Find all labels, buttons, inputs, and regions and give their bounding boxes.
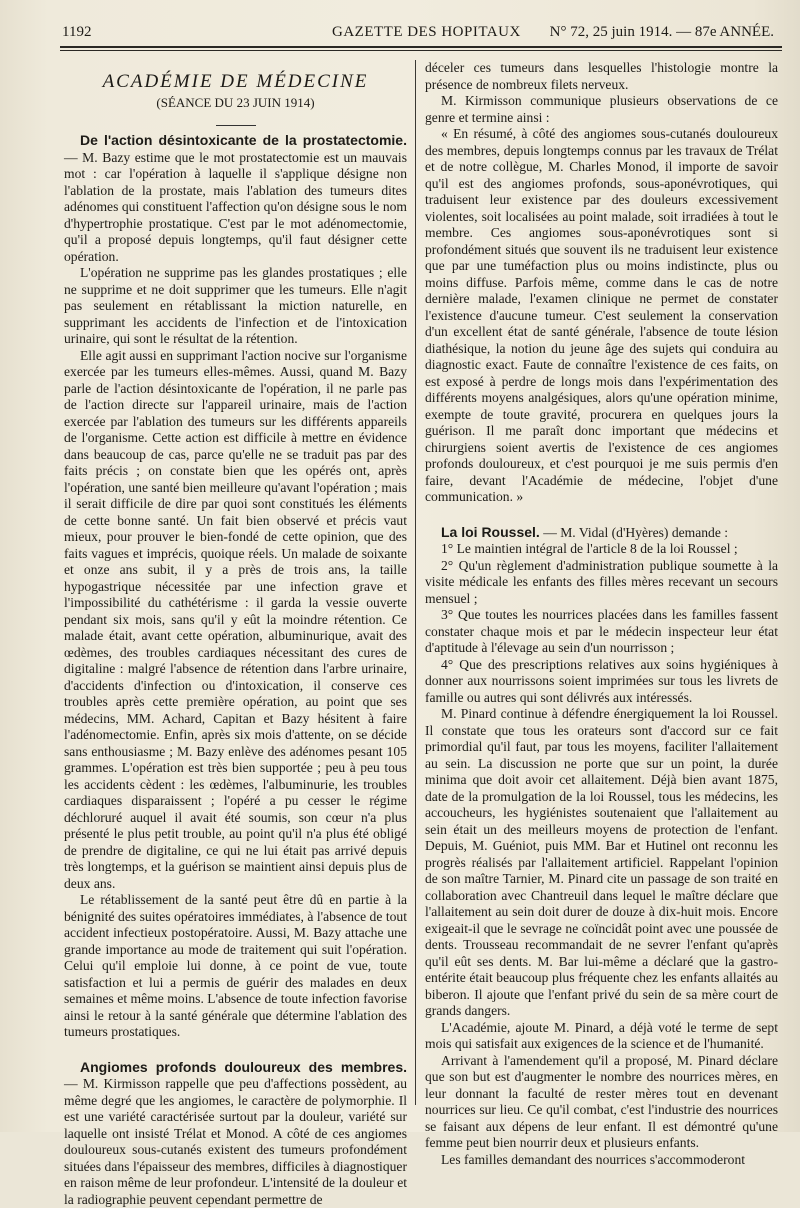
issue-info: N° 72, 25 juin 1914. — 87e ANNÉE. [550,24,774,41]
article-prostatectomie-p2: L'opération ne supprime pas les glandes prostatiques ; elle ne supprime et ne doit supprimer que les tumeurs. Elle n'agit pas seulement en rétablissant la miction naturelle, en supprimant les accidents de l'infection et de l'intoxication urinaire, qui sont le résultat de la rétention. [64,265,407,348]
article-angiomes-p1: Angiomes profonds douloureux des membres. — M. Kirmisson rappelle que peu d'affections possèdent, au même degré que les angiomes, le caractère de polymorphie. Il est une variété caractérisée surtout par la douleur, variété sur laquelle ont insisté Trélat et Monod. A côté de ces angiomes douloureux sous-cutanés existent des tumeurs profondément situées dans l'épaisseur des membres, difficiles à diagnostiquer en raison même de leur profondeur. L'intensité de la douleur et la radiographie peuvent cependant permettre de [64,1059,407,1208]
section-title: ACADÉMIE DE MÉDECINE [64,74,407,91]
header-rule [60,46,782,48]
list-item: 4° Que des prescriptions relatives aux soins hygiéniques à donner aux nourrissons soient imprimées sur tous les livrets de famille ou autres qui sont délivrés aux intéressés. [425,657,778,707]
article-roussel-p3: Arrivant à l'amendement qu'il a proposé, M. Pinard déclare que son but est d'augmenter le nombre des nourrices mères, en leur donnant la faculté de rester mères tout en devenant nourrices sur lieu. Ce qu'il combat, c'est l'industrie des nourrices se faisant aux dépens de leur enfant. Il est démontré qu'une femme peut bien nourrir deux et plusieurs enfants. [425,1053,778,1152]
article-angiomes-p3: M. Kirmisson communique plusieurs observations de ce genre et termine ainsi : [425,93,778,126]
running-header [62,20,780,42]
page-number: 1192 [62,24,91,41]
section-subtitle: (SÉANCE DU 23 JUIN 1914) [64,95,407,112]
list-item: 3° Que toutes les nourrices placées dans les familles fassent constater chaque mois et par le médecin inspecteur leur état d'aptitude à l'élevage au sein d'un nourrisson ; [425,607,778,657]
article-angiomes-quote: « En résumé, à côté des angiomes sous-cutanés douloureux des membres, depuis longtemps connus par les travaux de Trélat et de notre collègue, M. Charles Monod, il importe de savoir qu'il est des angiomes profonds, sous-aponévrotiques, qui traduisent leur existence par des douleurs excessivement violentes, soit localisées au point malade, soit irradiées à tout le membre. Ces angiomes sous-aponévrotiques sont si profondément situés que souvent ils ne traduisent leur existence que par une tuméfaction plus ou moins indistincte, plus ou moins diffuse. Parfois même, comme dans le cas de notre dernière malade, l'examen clinique ne permet de constater l'existence d'aucune tumeur. C'est seulement la conservation d'un excellent état de santé générale, l'absence de toute lésion diathésique, la notion du jeune âge des sujets qui conduira au diagnostic exact. Faute de connaître l'existence de ces faits, on est exposé à perdre de longs mois dans l'expérimentation des différents moyens analgésiques, alors qu'une opération minime, exempte de toute gravité, procurera en quelques jours la guérison. Il me paraît donc important que médecins et chirurgiens soient avertis de l'existence de ces angiomes profonds douloureux, et c'est pourquoi je me suis permis d'en faire, devant l'Académie de médecine, l'objet d'une communication. » [425,126,778,506]
list-item: 2° Qu'un règlement d'administration publique soumette à la visite médicale les enfants des filles mères recevant un secours mensuel ; [425,558,778,608]
article-roussel-intro: La loi Roussel. — M. Vidal (d'Hyères) demande : [425,524,778,542]
header-rule-thin [60,50,782,51]
article-roussel-p4: Les familles demandant des nourrices s'accommoderont [425,1152,778,1169]
article-prostatectomie-p4: Le rétablissement de la santé peut être dû en partie à la bénignité des suites opératoires immédiates, à l'absence de tout accident infectieux postopératoire. Aussi, M. Bazy attache une grande importance au mode de traitement qui suit l'opération. Celui qu'il emploie lui donne, à ce point de vue, toute satisfaction et lui a permis de guérir des malades en deux semaines et même moins. L'absence de toute infection favorise ainsi le retour à la santé générale que détermine l'ablation des tumeurs prostatiques. [64,892,407,1041]
left-column [64,60,407,1208]
article-heading: De l'action désintoxicante de la prostatectomie. [80,132,407,148]
right-column [425,60,778,1168]
article-roussel-p1: M. Pinard continue à défendre énergiquement la loi Roussel. Il constate que tous les orateurs sont d'accord sur ce fait primordial qu'il faut, par tous les moyens, faciliter l'allaitement au sein. La discussion ne porte que sur un point, la durée minima que doit avoir cet allaitement. Déjà bien avant 1875, date de la promulgation de la loi Roussel, tous les médecins, les accoucheurs, les hygiénistes soutenaient que l'allaitement au sein était un des meilleurs moyens de protection de l'enfant. Depuis, M. Guéniot, puis MM. Bar et Hutinel ont reconnu les progrès réalisés par l'allaitement artificiel. Rappelant l'opinion de son maître Tarnier, M. Pinard cite un passage de son traité en collaboration avec Chantreuil dans lequel le maître déclare que l'allaitement au sein doit durer de douze à dix-huit mois. Encore exigeait-il que le sevrage ne coïncidât point avec une poussée de dents. Trousseau recommandait de ne sevrer l'enfant qu'après qu'il eût ses dents. M. Bar lui-même a déclaré que la gastro-entérite était beaucoup plus fréquente chez les enfants allaités au biberon. Il ajoute que l'enfant privé du sein de sa mère court de grands dangers. [425,706,778,1020]
article-prostatectomie-p1: De l'action désintoxicante de la prostatectomie. — M. Bazy estime que le mot prostatectomie est un mauvais mot : car l'opération à laquelle il s'applique désigne non l'ablation de la prostate, mais l'ablation des tumeurs dites adénomes qui constituent l'affection qu'on désigne sous le nom d'hypertrophie prostatique. C'est par le mot adénomectomie, qu'il a proposé depuis longtemps, qu'il faut désigner cette opération. [64,132,407,265]
section-rule [216,125,256,126]
list-item: 1° Le maintien intégral de l'article 8 de la loi Roussel ; [425,541,778,558]
spacer [425,506,778,524]
article-prostatectomie-p3: Elle agit aussi en supprimant l'action nocive sur l'organisme exercée par les tumeurs elles-mêmes. Aussi, quand M. Bazy parle de l'action désintoxicante de l'opération, il ne parle pas de l'action directe sur l'appareil urinaire, mais de l'action exercée par l'ablation des tumeurs sur les différents appareils de l'organisme. Cette action est difficile à mettre en évidence dans beaucoup de cas, parce qu'elle ne se traduit pas par des faits précis ; on constate bien que les opérés ont, après l'opération, une santé bien meilleure qu'avant l'opération ; mais il serait difficile de dire par quoi sont constitués les éléments de cette bonne santé. Un fait bien observé et précis vaut mieux, pour prouver le bien-fondé de cette opinion, que des faits vagues et imprécis, quoique réels. Un malade de soixante et onze ans subit, il y a près de trois ans, la taille hypogastrique nécessitée par une infection grave et l'impossibilité du cathétérisme : il garda la vessie ouverte pendant six mois, sans qu'il y eût la moindre rétention. Ce malade était, avant cette opération, albuminurique, avait des œdèmes, des troubles cardiaques nécessitant des cures de digitaline : malgré l'absence de rétention dans l'arbre urinaire, d'accidents d'infection ou d'intoxication, il conserve ces troubles après cette première opération, au point que ses médecins, MM. Achard, Capitan et Bazy hésitent à faire l'adénomectomie. Enfin, après six mois d'attente, on se décide sans enthousiasme ; M. Bazy enlève des adénomes pesant 105 grammes. L'opération est très bien supportée ; peu à peu tous les accidents cèdent : les œdèmes, l'albuminurie, les troubles cardiaques disparaissent ; l'opéré a pu cesser le régime déchloruré auquel il avait été soumis, son cœur n'a plus présenté le plus petit trouble, au point qu'il n'a plus été obligé de prendre de digitaline, ce qui ne lui était pas arrivé depuis très longtemps, et la guérison se maintient ainsi depuis plus de deux ans. [64,348,407,893]
spacer [64,1041,407,1059]
article-heading: La loi Roussel. [441,524,540,540]
journal-title: GAZETTE DES HOPITAUX [332,24,521,41]
article-roussel-p2: L'Académie, ajoute M. Pinard, a déjà voté le terme de sept mois qui satisfait aux exigences de la science et de l'humanité. [425,1020,778,1053]
column-divider [415,60,416,1105]
article-heading: Angiomes profonds douloureux des membres. [80,1059,407,1075]
article-angiomes-p2: déceler ces tumeurs dans lesquelles l'histologie montre la présence de nombreux filets nerveux. [425,60,778,93]
